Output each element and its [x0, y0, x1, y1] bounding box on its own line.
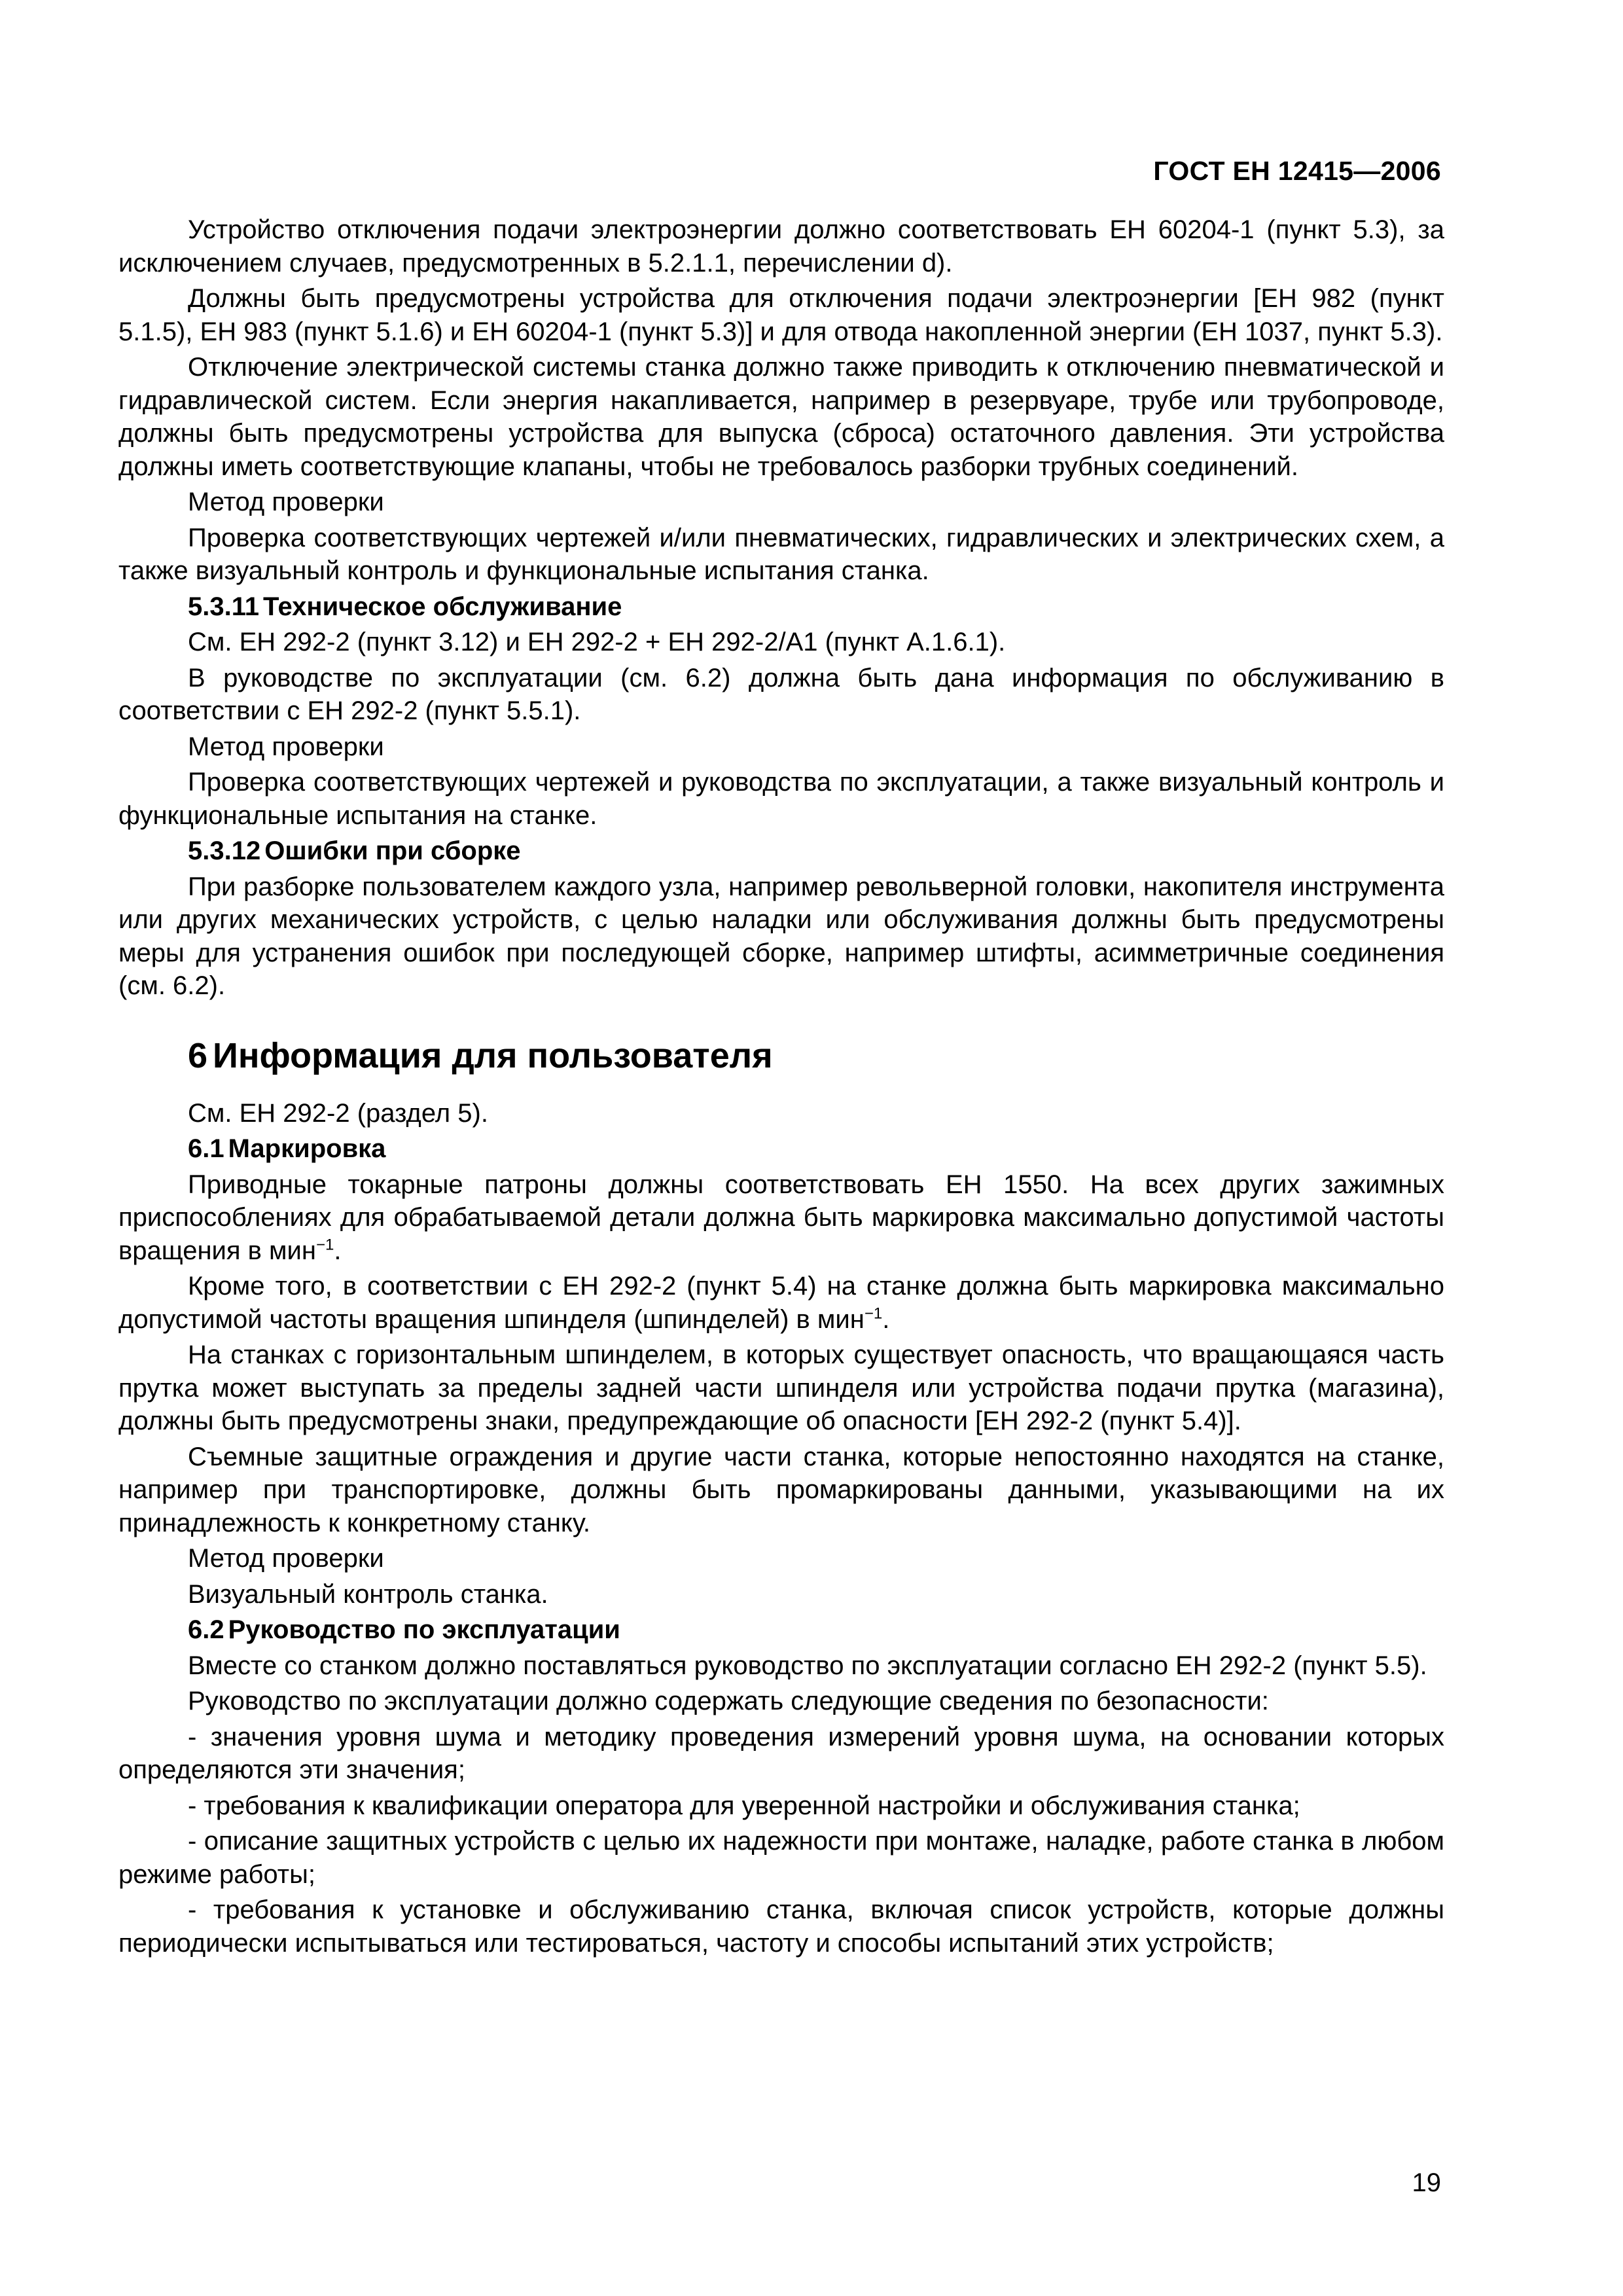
- subsection-heading-6-1: [118, 1132, 1444, 1166]
- method-label: Метод проверки: [188, 732, 384, 761]
- section-title: Информация для пользователя: [213, 1035, 773, 1075]
- subsection-title: Руководство по эксплуатации: [228, 1615, 620, 1644]
- subsection-number: 5.3.11: [188, 592, 260, 621]
- paragraph-end: .: [334, 1236, 342, 1265]
- paragraph: Руководство по эксплуатации должно содержать следующие сведения по безопасности:: [188, 1687, 1269, 1715]
- page-number: 19: [1412, 2168, 1441, 2197]
- paragraph: Вместе со станком должно поставляться руководство по эксплуатации согласно ЕН 292-2 (пункт 5.5).: [188, 1651, 1427, 1680]
- paragraph: Съемные защитные ограждения и другие части станка, которые непостоянно находятся на станке, например при транспортировке, должны быть промаркированы данными, указывающими на их принадлежность к конкретному станку.: [118, 1442, 1444, 1537]
- subsection-number: 6.1: [188, 1134, 224, 1163]
- subsection-title: Техническое обслуживание: [263, 592, 622, 621]
- method-label: Метод проверки: [188, 1544, 384, 1573]
- subsection-heading-5-3-11: [118, 590, 1444, 624]
- section-number: 6: [188, 1035, 208, 1075]
- method-label: Метод проверки: [188, 488, 384, 516]
- subsection-heading-5-3-12: [118, 834, 1444, 868]
- document-body: [118, 213, 1444, 1962]
- paragraph: При разборке пользователем каждого узла, например револьверной головки, накопителя инструмента или других механических устройств, с целью наладки или обслуживания должны быть предусмотрены меры для устранения ошибок при последующей сборке, например штифты, асимметричные соединения (см. 6.2).: [118, 872, 1444, 1000]
- list-item: - требования к установке и обслуживанию станка, включая список устройств, которые должны периодически испытываться или тестироваться, частоту и способы испытаний этих устройств;: [118, 1895, 1444, 1958]
- subsection-number: 6.2: [188, 1615, 224, 1644]
- subsection-heading-6-2: [118, 1613, 1444, 1647]
- subsection-number: 5.3.12: [188, 836, 261, 865]
- paragraph: Проверка соответствующих чертежей и/или пневматических, гидравлических и электрических схем, а также визуальный контроль и функциональные испытания станка.: [118, 523, 1444, 585]
- paragraph: [118, 1270, 1444, 1336]
- superscript: −1: [315, 1236, 334, 1254]
- paragraph: Отключение электрической системы станка должно также приводить к отключению пневматической и гидравлической систем. Если энергия накапливается, например в резервуаре, трубе или трубопроводе, должны быть предусмотрены устройства для выпуска (сброса) остаточного давления. Эти устройства должны иметь соответствующие клапаны, чтобы не требовалось разборки трубных соединений.: [118, 353, 1444, 481]
- paragraph: См. ЕН 292-2 (раздел 5).: [188, 1098, 488, 1128]
- paragraph: Должны быть предусмотрены устройства для отключения подачи электроэнергии [ЕН 982 (пункт 5.1.5), ЕН 983 (пункт 5.1.6) и ЕН 60204-1 (пункт 5.3)] и для отвода накопленной энергии (ЕН 1037, пункт 5.3).: [118, 284, 1444, 346]
- paragraph: Визуальный контроль станка.: [188, 1579, 548, 1609]
- paragraph: Проверка соответствующих чертежей и руководства по эксплуатации, а также визуальный контроль и функциональные испытания на станке.: [118, 768, 1444, 830]
- paragraph: В руководстве по эксплуатации (см. 6.2) должна быть дана информация по обслуживанию в соответствии с ЕН 292-2 (пункт 5.5.1).: [118, 663, 1444, 725]
- paragraph: На станках с горизонтальным шпинделем, в которых существует опасность, что вращающаяся часть прутка может выступать за пределы задней части шпинделя или устройства подачи прутка (магазина), должны быть предусмотрены знаки, предупреждающие об опасности [ЕН 292-2 (пункт 5.4)].: [118, 1340, 1444, 1435]
- list-item: - значения уровня шума и методику проведения измерений уровня шума, на основании которых определяются эти значения;: [118, 1722, 1444, 1784]
- paragraph-text: Кроме того, в соответствии с ЕН 292-2 (пункт 5.4) на станке должна быть маркировка максимально допустимой частоты вращения шпинделя (шпинделей) в мин: [118, 1272, 1444, 1334]
- paragraph: [118, 1168, 1444, 1268]
- list-item: - описание защитных устройств с целью их надежности при монтаже, наладке, работе станка в любом режиме работы;: [118, 1827, 1444, 1889]
- list-item: - требования к квалификации оператора для уверенной настройки и обслуживания станка;: [188, 1791, 1300, 1820]
- paragraph: Устройство отключения подачи электроэнергии должно соответствовать ЕН 60204-1 (пункт 5.3), за исключением случаев, предусмотренных в 5.2.1.1, перечислении d).: [118, 215, 1444, 278]
- superscript: −1: [864, 1304, 883, 1323]
- paragraph: См. ЕН 292-2 (пункт 3.12) и ЕН 292-2 + ЕН 292-2/А1 (пункт А.1.6.1).: [188, 628, 1006, 656]
- standard-code-header: ГОСТ ЕН 12415—2006: [1153, 156, 1441, 186]
- paragraph-end: .: [882, 1304, 890, 1334]
- subsection-title: Ошибки при сборке: [264, 836, 521, 865]
- subsection-title: Маркировка: [228, 1134, 386, 1163]
- paragraph-text: Приводные токарные патроны должны соответствовать ЕН 1550. На всех других зажимных приспособлениях для обрабатываемой детали должна быть маркировка максимально допустимой частоты вращения в мин: [118, 1170, 1444, 1265]
- section-heading-6: [118, 1034, 1444, 1077]
